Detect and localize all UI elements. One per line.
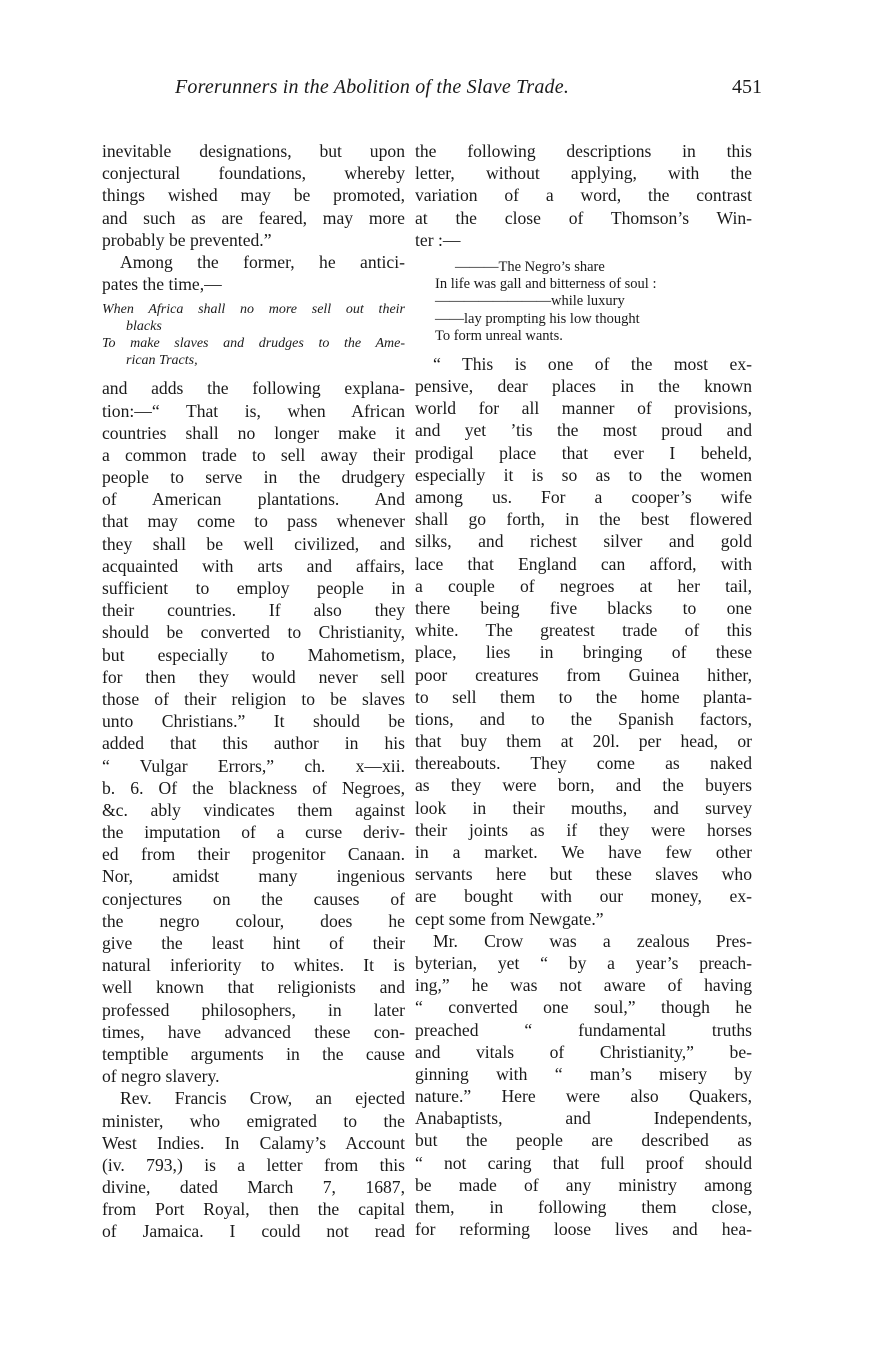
paragraph-2 bbox=[102, 251, 405, 295]
text-line: tions, and to the Spanish factors, bbox=[415, 708, 752, 729]
text-line: those of their religion to be slaves bbox=[102, 688, 405, 709]
text-line: as they were born, and the buyers bbox=[415, 775, 752, 796]
paragraph-1 bbox=[415, 140, 752, 251]
text-line: conjectures on the causes of bbox=[102, 888, 405, 909]
text-line: shall go forth, in the best flowered bbox=[415, 509, 752, 530]
text-line: temptible arguments in the cause bbox=[102, 1043, 405, 1064]
text-line: be made of any ministry among bbox=[415, 1174, 752, 1195]
paragraph-3 bbox=[415, 930, 752, 1241]
poem-line: In life was gall and bitterness of soul : bbox=[435, 276, 657, 293]
text-line: among us. For a cooper’s wife bbox=[415, 487, 752, 507]
text-line: them, in following them close, bbox=[415, 1197, 752, 1217]
text-line: well known that religionists and bbox=[102, 977, 405, 998]
text-line: “ converted one soul,” though he bbox=[415, 997, 752, 1018]
text-line: preached “ fundamental truths bbox=[415, 1019, 752, 1040]
text-line: but especially to Mahometism, bbox=[102, 644, 405, 665]
text-line: divine, dated March 7, 1687, bbox=[102, 1177, 405, 1198]
text-line: Rev. Francis Crow, an ejected bbox=[120, 1088, 405, 1109]
text-line: there being five blacks to one bbox=[415, 597, 752, 618]
text-line: and vitals of Christianity,” be- bbox=[415, 1041, 752, 1062]
text-line: are bought with our money, ex- bbox=[415, 886, 752, 907]
quote-line: rican Tracts, bbox=[126, 353, 198, 369]
text-line: their countries. If also they bbox=[102, 600, 405, 621]
text-line: natural inferiority to whites. It is bbox=[102, 955, 405, 976]
text-line: they shall be well civilized, and bbox=[102, 533, 405, 554]
text-line: and adds the following explana- bbox=[102, 378, 405, 399]
text-line: give the least hint of their bbox=[102, 933, 405, 953]
text-line: conjectural foundations, whereby bbox=[102, 163, 405, 184]
right-column bbox=[415, 140, 752, 1240]
text-line: “ Vulgar Errors,” ch. x—xii. bbox=[102, 755, 405, 776]
page-number: 451 bbox=[732, 76, 762, 98]
text-line: countries shall no longer make it bbox=[102, 422, 405, 443]
text-line: Among the former, he antici- bbox=[120, 251, 405, 272]
text-line: added that this author in his bbox=[102, 733, 405, 754]
poem-line: To form unreal wants. bbox=[435, 327, 563, 344]
text-line: pates the time,— bbox=[102, 274, 222, 295]
quote-line: blacks bbox=[126, 319, 162, 335]
paragraph-1 bbox=[102, 140, 405, 251]
text-line: in a market. We have few other bbox=[415, 842, 752, 862]
text-line: silks, and richest silver and gold bbox=[415, 531, 752, 552]
text-line: Nor, amidst many ingenious bbox=[102, 866, 405, 887]
text-line: ing,” he was not aware of having bbox=[415, 975, 752, 996]
paragraph-3 bbox=[102, 377, 405, 1087]
text-line: poor creatures from Guinea hither, bbox=[415, 664, 752, 685]
text-line: lace that England can afford, with bbox=[415, 553, 752, 574]
text-line: ter :— bbox=[415, 229, 461, 250]
text-line: “ not caring that full proof should bbox=[415, 1152, 752, 1173]
text-line: “ This is one of the most ex- bbox=[433, 353, 752, 374]
text-line: (iv. 793,) is a letter from this bbox=[102, 1154, 405, 1175]
text-line: servants here but these slaves who bbox=[415, 864, 752, 885]
text-line: nature.” Here were also Quakers, bbox=[415, 1086, 752, 1107]
text-line: sufficient to employ people in bbox=[102, 578, 405, 598]
paragraph-2 bbox=[415, 353, 752, 930]
text-line: unto Christians.” It should be bbox=[102, 711, 405, 732]
quote-line: To make slaves and drudges to the Ame- bbox=[102, 336, 405, 352]
text-line: white. The greatest trade of this bbox=[415, 620, 752, 641]
text-line: the imputation of a curse deriv- bbox=[102, 822, 405, 843]
text-line: should be converted to Christianity, bbox=[102, 622, 405, 643]
text-line: Mr. Crow was a zealous Pres- bbox=[433, 930, 752, 951]
poem-line: ———The Negro’s share bbox=[455, 258, 605, 275]
text-line: world for all manner of provisions, bbox=[415, 398, 752, 419]
verse-quote bbox=[102, 301, 405, 369]
text-line: Anabaptists, and Independents, bbox=[415, 1108, 752, 1129]
text-line: acquainted with arts and affairs, bbox=[102, 555, 405, 576]
quote-line: When Africa shall no more sell out their bbox=[102, 302, 405, 318]
text-line: the negro colour, does he bbox=[102, 910, 405, 931]
text-line: things wished may be promoted, bbox=[102, 185, 405, 206]
text-line: prodigal place that ever I beheld, bbox=[415, 442, 752, 463]
paragraph-4 bbox=[102, 1087, 405, 1242]
poem-line: ————————while luxury bbox=[435, 293, 625, 310]
text-line: their joints as if they were horses bbox=[415, 819, 752, 840]
page-header bbox=[150, 76, 760, 106]
text-line: ed from their progenitor Canaan. bbox=[102, 844, 405, 865]
text-line: ginning with “ man’s misery by bbox=[415, 1063, 752, 1084]
text-line: probably be prevented.” bbox=[102, 229, 272, 250]
text-line: people to serve in the drudgery bbox=[102, 467, 405, 488]
poem-line: ——lay prompting his low thought bbox=[435, 310, 640, 327]
text-line: a common trade to sell away their bbox=[102, 444, 405, 465]
text-line: look in their mouths, and survey bbox=[415, 797, 752, 818]
text-line: that may come to pass whenever bbox=[102, 511, 405, 532]
text-line: for reforming loose lives and hea- bbox=[415, 1219, 752, 1240]
text-line: and such as are feared, may more bbox=[102, 207, 405, 228]
left-column bbox=[102, 140, 405, 1243]
text-line: cept some from Newgate.” bbox=[415, 908, 604, 929]
text-line: letter, without applying, with the bbox=[415, 163, 752, 184]
text-line: minister, who emigrated to the bbox=[102, 1110, 405, 1131]
text-line: pensive, dear places in the known bbox=[415, 376, 752, 397]
text-line: b. 6. Of the blackness of Negroes, bbox=[102, 777, 405, 798]
text-line: variation of a word, the contrast bbox=[415, 185, 752, 206]
text-line: the following descriptions in this bbox=[415, 141, 752, 161]
text-line: especially it is so as to the women bbox=[415, 464, 752, 485]
text-line: times, have advanced these con- bbox=[102, 1021, 405, 1042]
text-line: of Jamaica. I could not read bbox=[102, 1221, 405, 1242]
text-line: and yet ’tis the most proud and bbox=[415, 420, 752, 441]
poem-quote bbox=[415, 259, 752, 345]
running-head: Forerunners in the Abolition of the Slave Trade. bbox=[175, 76, 570, 98]
text-line: for then they would never sell bbox=[102, 666, 405, 687]
text-line: byterian, yet “ by a year’s preach- bbox=[415, 952, 752, 973]
text-line: thereabouts. They come as naked bbox=[415, 753, 752, 774]
text-line: of American plantations. And bbox=[102, 489, 405, 510]
text-line: tion:—“ That is, when African bbox=[102, 400, 405, 421]
text-line: but the people are described as bbox=[415, 1130, 752, 1151]
text-line: a couple of negroes at her tail, bbox=[415, 575, 752, 596]
text-line: of negro slavery. bbox=[102, 1066, 220, 1087]
text-line: professed philosophers, in later bbox=[102, 999, 405, 1020]
text-line: &c. ably vindicates them against bbox=[102, 799, 405, 820]
text-line: West Indies. In Calamy’s Account bbox=[102, 1132, 405, 1153]
text-line: to sell them to the home planta- bbox=[415, 686, 752, 707]
text-line: that buy them at 20l. per head, or bbox=[415, 731, 752, 752]
text-line: at the close of Thomson’s Win- bbox=[415, 207, 752, 228]
text-line: inevitable designations, but upon bbox=[102, 141, 405, 161]
text-line: from Port Royal, then the capital bbox=[102, 1199, 405, 1220]
text-line: place, lies in bringing of these bbox=[415, 642, 752, 663]
